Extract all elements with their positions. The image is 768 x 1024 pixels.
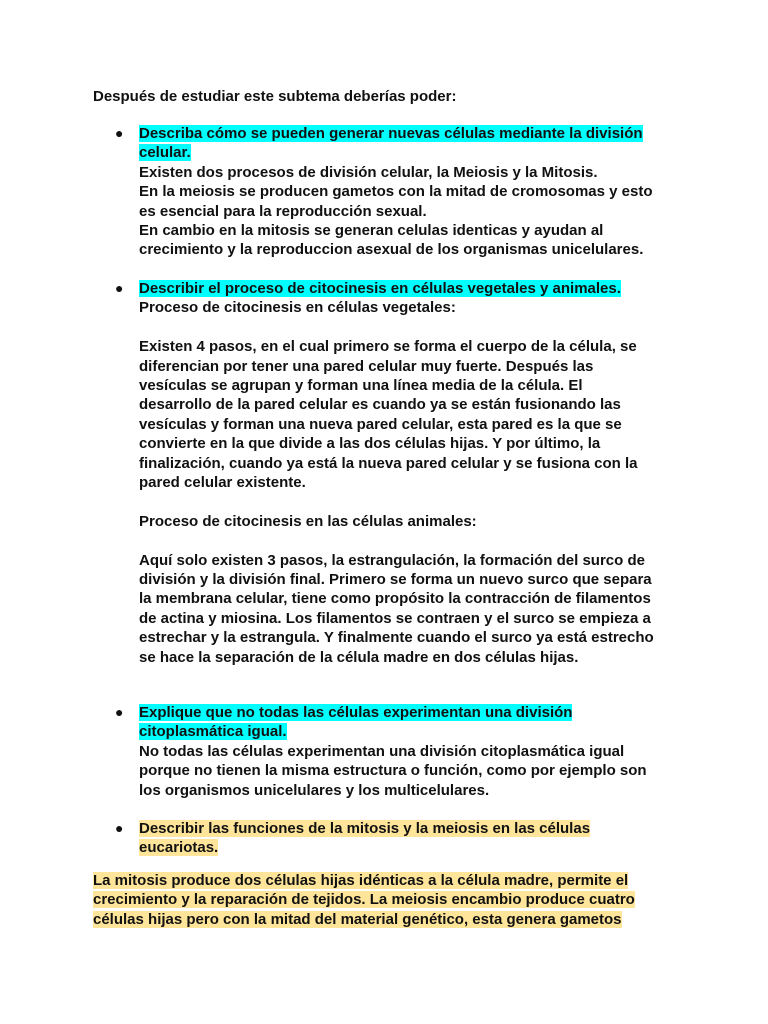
answer-line: porque no tienen la misma estructura o función, como por ejemplo son: [139, 762, 647, 780]
animal-line: se hace la separación de la célula madre en dos células hijas.: [139, 648, 579, 666]
objective-heading-line: citoplasmática igual.: [139, 723, 287, 741]
objective-heading-line: celular.: [139, 144, 191, 162]
objective-item-1: [115, 124, 679, 260]
intro-text: Después de estudiar este subtema deberías poder:: [93, 88, 457, 105]
answer-line: No todas las células experimentan una división citoplasmática igual: [139, 742, 625, 760]
plant-subheading: Proceso de citocinesis en células vegetales:: [139, 299, 456, 317]
animal-line: de actina y miosina. Los filamentos se contraen y el surco se empieza a: [139, 609, 651, 627]
objective-item-3: [115, 703, 679, 800]
plant-line: Existen 4 pasos, en el cual primero se forma el cuerpo de la célula, se: [139, 338, 637, 356]
plant-line: vesículas se agrupan y forman una línea media de la célula. El: [139, 377, 583, 395]
plant-line: diferencian por tener una pared celular muy fuerte. Después las: [139, 357, 594, 375]
answer-line: La mitosis produce dos células hijas idénticas a la célula madre, permite el: [93, 872, 629, 889]
answer-line: crecimiento y la reproduccion asexual de los organismas unicelulares.: [139, 241, 644, 259]
plant-line: pared celular existente.: [139, 474, 306, 492]
plant-line: vesículas y forman una nueva pared celular, esta pared es la que se: [139, 415, 622, 433]
answer-line: En la meiosis se producen gametos con la mitad de cromosomas y esto: [139, 183, 653, 201]
objective-heading-line: Explique que no todas las células experimentan una división: [139, 704, 573, 721]
answer-line: células hijas pero con la mitad del material genético, esta genera gametos: [93, 910, 622, 928]
bullet-icon: ●: [115, 280, 124, 296]
answer-line: En cambio en la mitosis se generan celulas identicas y ayudan al: [139, 222, 604, 240]
bullet-icon: ●: [115, 820, 124, 836]
mitosis-meiosis-answer: [93, 871, 653, 929]
animal-line: la membrana celular, tiene como propósito la contracción de filamentos: [139, 590, 651, 608]
objective-heading-line: Describir el proceso de citocinesis en células vegetales y animales.: [139, 280, 621, 297]
plant-line: convierte en la que divide a las dos células hijas. Y por último, la: [139, 435, 601, 453]
plant-line: desarrollo de la pared celular es cuando ya se están fusionando las: [139, 396, 621, 414]
answer-line: los organismos unicelulares y los multicelulares.: [139, 781, 490, 799]
animal-subheading: Proceso de citocinesis en las células animales:: [139, 512, 477, 530]
bullet-icon: ●: [115, 704, 124, 720]
objective-item-4: [115, 819, 679, 858]
bullet-icon: ●: [115, 125, 124, 141]
objective-heading-line: Describa cómo se pueden generar nuevas células mediante la división: [139, 125, 643, 142]
animal-line: Aquí solo existen 3 pasos, la estrangulación, la formación del surco de: [139, 551, 645, 569]
plant-line: finalización, cuando ya está la nueva pared celular y se fusiona con la: [139, 454, 638, 472]
objective-heading-line: eucariotas.: [139, 839, 219, 857]
animal-line: estrechar y la estrangula. Y finalmente cuando el surco ya está estrecho: [139, 629, 654, 647]
objective-heading-line: Describir las funciones de la mitosis y la meiosis en las células: [139, 820, 591, 837]
answer-line: Existen dos procesos de división celular, la Meiosis y la Mitosis.: [139, 163, 598, 181]
animal-line: división y la división final. Primero se forma un nuevo surco que separa: [139, 571, 652, 589]
objective-item-2: [115, 279, 679, 667]
answer-line: es esencial para la reproducción sexual.: [139, 202, 427, 220]
answer-line: crecimiento y la reparación de tejidos. La meiosis encambio produce cuatro: [93, 891, 635, 909]
